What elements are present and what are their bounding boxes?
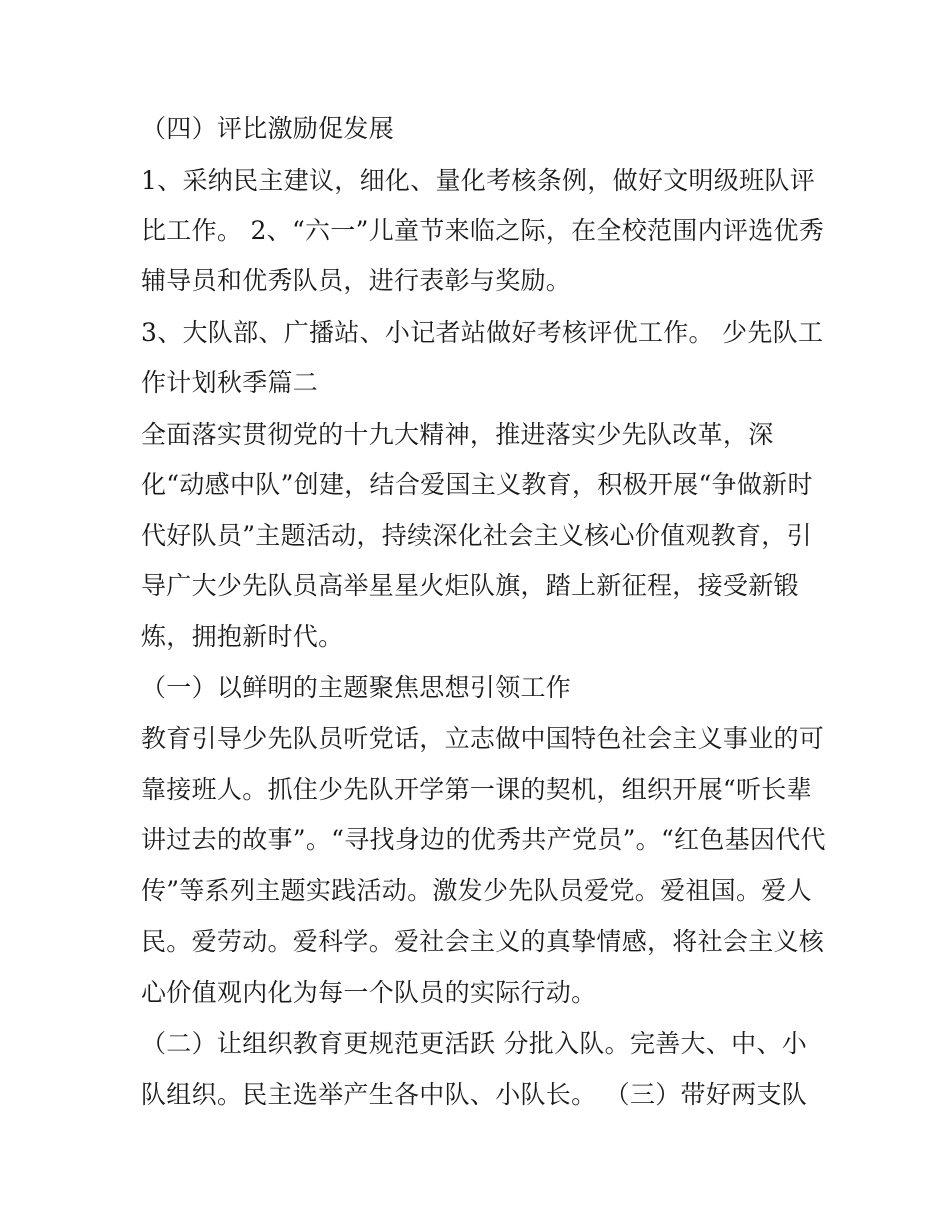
paragraph-line: 教育引导少先队员听党话，立志做中国特色社会主义事业的可 — [141, 724, 825, 753]
paragraph-line: 导广大少先队员高举星星火炬队旗，踏上新征程，接受新锻 — [141, 571, 799, 600]
paragraph-line: 3、大队部、广播站、小记者站做好考核评优工作。 少先队工 — [141, 318, 824, 347]
paragraph-line: 辅导员和优秀队员，进行表彰与奖励。 — [141, 266, 572, 295]
paragraph-line: 队组织。民主选举产生各中队、小队长。 （三）带好两支队 — [141, 1080, 808, 1109]
paragraph-line: 炼，拥抱新时代。 — [141, 622, 344, 651]
paragraph-line: 化“动感中队”创建，结合爱国主义教育，积极开展“争做新时 — [141, 470, 813, 499]
section-heading-2: （二）让组织教育更规范更活跃 分批入队。完善大、中、小 — [141, 1029, 808, 1058]
paragraph-line: 比工作。 2、“六一”儿童节来临之际，在全校范围内评选优秀 — [141, 216, 825, 245]
section-heading-4: （四）评比激励促发展 — [141, 114, 395, 143]
paragraph-line: 1、采纳民主建议，细化、量化考核条例，做好文明级班队评 — [141, 166, 816, 195]
paragraph-line: 全面落实贯彻党的十九大精神，推进落实少先队改革，深 — [141, 420, 774, 449]
paragraph-line: 心价值观内化为每一个队员的实际行动。 — [141, 978, 597, 1007]
paragraph-line: 民。爱劳动。爱科学。爱社会主义的真挚情感，将社会主义核 — [141, 927, 825, 956]
paragraph-line: 作计划秋季篇二 — [141, 368, 319, 397]
paragraph-line: 传”等系列主题实践活动。激发少先队员爱党。爱祖国。爱人 — [141, 876, 812, 905]
paragraph-line: 讲过去的故事”。“寻找身边的优秀共产党员”。“红色基因代代 — [141, 825, 826, 854]
paragraph-line: 靠接班人。抓住少先队开学第一课的契机，组织开展“听长辈 — [141, 775, 812, 804]
paragraph-line: 代好队员”主题活动，持续深化社会主义核心价值观教育，引 — [141, 521, 812, 550]
section-heading-1: （一）以鲜明的主题聚焦思想引领工作 — [141, 673, 572, 702]
